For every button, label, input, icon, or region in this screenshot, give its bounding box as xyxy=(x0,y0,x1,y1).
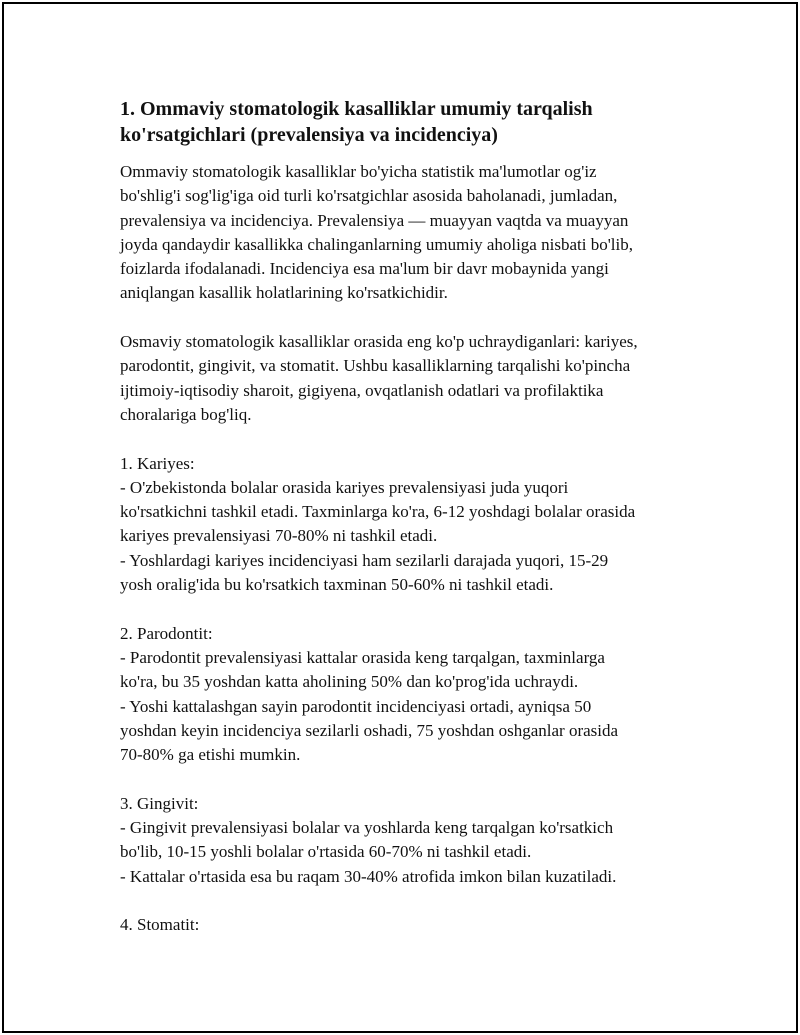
gingivit-section: 3. Gingivit: - Gingivit prevalensiyasi bolalar va yoshlarda keng tarqalgan ko'rsatkich bo'lib, 10-15 yoshli bolalar o'rtasida 60-70% ni tashkil etadi. - Kattalar o'rtasida esa bu raqam 30-40% atrofida imkon bilan kuzatiladi. xyxy=(120,793,617,886)
parodontit-section: 2. Parodontit: - Parodontit prevalensiyasi kattalar orasida keng tarqalgan, taxminlarga ko'ra, bu 35 yoshdan katta aholining 50% dan ko'prog'ida uchraydi. - Yoshi kattalashgan sayin parodontit incidenciyasi ortadi, ayniqsa 50 yoshdan keyin incidenciya sezilarli oshadi, 75 yoshdan oshganlar orasida 70-80% ga etishi mumkin. xyxy=(120,623,619,765)
intro-paragraph: Ommaviy stomatologik kasalliklar bo'yicha statistik ma'lumotlar og'iz bo'shlig'i sog'lig'iga oid turli ko'rsatgichlar asosida baholanadi, jumladan, prevalensiya va incidenciya. Prevalensiya — muayyan vaqtda va muayyan joyda qandaydir kasallikka chalinganlarning umumiy aholiga nisbati bo'lib, foizlarda ifodalanadi. Incidenciya esa ma'lum bir davr mobaynida yangi aniqlangan kasallik holatlarining ko'rsatkichidir. xyxy=(120,162,633,303)
section-heading: 1. Ommaviy stomatologik kasalliklar umumiy tarqalish ko'rsatgichlari (prevalensiya va incidenciya) xyxy=(120,98,593,146)
document-body xyxy=(120,96,700,938)
common-diseases-paragraph: Osmaviy stomatologik kasalliklar orasida eng ko'p uchraydiganlari: kariyes, parodontit, gingivit, va stomatit. Ushbu kasalliklarning tarqalishi ko'pincha ijtimoiy-iqtisodiy sharoit, gigiyena, ovqatlanish odatlari va profilaktika choralariga bog'liq. xyxy=(120,332,638,424)
stomatit-section: 4. Stomatit: xyxy=(120,915,200,935)
kariyes-section: 1. Kariyes: - O'zbekistonda bolalar orasida kariyes prevalensiyasi juda yuqori ko'rsatkichni tashkil etadi. Taxminlarga ko'ra, 6-12 yoshdagi bolalar orasida kariyes prevalensiyasi 70-80% ni tashkil etadi. - Yoshlardagi kariyes incidenciyasi ham sezilarli darajada yuqori, 15-29 yosh oralig'ida bu ko'rsatkich taxminan 50-60% ni tashkil etadi. xyxy=(120,453,636,595)
page-frame xyxy=(2,2,798,1033)
